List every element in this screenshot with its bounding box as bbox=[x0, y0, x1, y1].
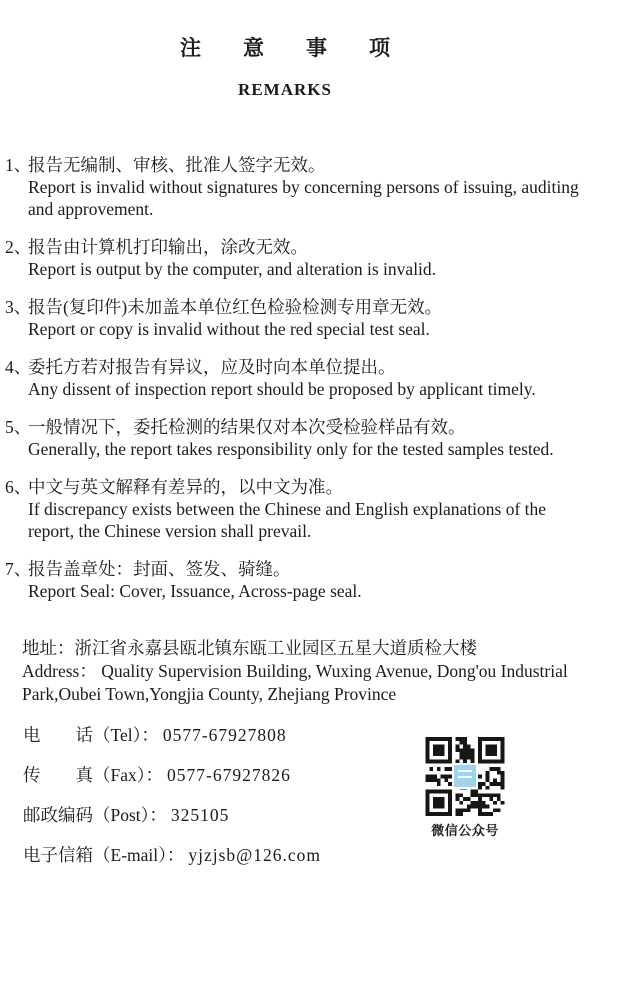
fax-label: 传 真（Fax）： bbox=[23, 765, 163, 785]
item-text-chinese: 报告盖章处：封面、签发、骑缝。 bbox=[28, 559, 291, 579]
address-english: Address： Quality Supervision Building, Wuxing Avenue, Dong'ou Industrial Park,Oubei Town,Yongjia County, Zhejiang Province bbox=[22, 661, 568, 704]
page-title-english: REMARKS bbox=[238, 80, 332, 99]
qr-caption: 微信公众号 bbox=[431, 823, 499, 838]
notice-item-4 bbox=[5, 356, 623, 400]
postcode-line bbox=[23, 804, 623, 826]
page-title-chinese: 注意事项 bbox=[180, 36, 432, 60]
notice-item-7 bbox=[5, 558, 623, 602]
item-text-chinese: 报告无编制、审核、批准人签字无效。 bbox=[28, 155, 326, 175]
item-number: 4、 bbox=[5, 357, 32, 377]
wechat-logo-icon bbox=[454, 765, 476, 787]
wechat-qr-block bbox=[423, 737, 507, 839]
notice-item-6 bbox=[5, 476, 623, 542]
telephone-value: 0577-67927808 bbox=[162, 725, 287, 745]
item-number: 7、 bbox=[5, 559, 32, 579]
item-text-english: Report is invalid without signatures by concerning persons of issuing, auditing and approvement. bbox=[28, 177, 579, 219]
item-text-english: If discrepancy exists between the Chinese and English explanations of the report, the Chinese version shall prevail. bbox=[28, 499, 547, 541]
item-number: 6、 bbox=[5, 477, 32, 497]
address-block bbox=[22, 637, 602, 706]
item-text-english: Report Seal: Cover, Issuance, Across-page seal. bbox=[28, 581, 362, 601]
email-label: 电子信箱（E-mail）： bbox=[23, 845, 185, 865]
item-text-english: Any dissent of inspection report should be proposed by applicant timely. bbox=[28, 379, 536, 399]
notice-item-5 bbox=[5, 416, 623, 460]
telephone-line bbox=[23, 724, 623, 746]
item-text-chinese: 一般情况下，委托检测的结果仅对本次受检验样品有效。 bbox=[28, 417, 466, 437]
address-chinese: 地址：浙江省永嘉县瓯北镇东瓯工业园区五星大道质检大楼 bbox=[22, 638, 477, 658]
postcode-label: 邮政编码（Post）： bbox=[23, 805, 167, 825]
fax-value: 0577-67927826 bbox=[167, 765, 291, 785]
notice-item-3 bbox=[5, 296, 623, 340]
notice-item-2 bbox=[5, 236, 623, 280]
item-text-chinese: 委托方若对报告有异议，应及时向本单位提出。 bbox=[28, 357, 396, 377]
item-text-english: Report or copy is invalid without the red special test seal. bbox=[28, 319, 430, 339]
notice-item-1 bbox=[5, 154, 623, 220]
item-text-chinese: 报告由计算机打印输出，涂改无效。 bbox=[28, 237, 308, 257]
notice-list bbox=[0, 154, 623, 602]
item-text-english: Generally, the report takes responsibility only for the tested samples tested. bbox=[28, 439, 554, 459]
item-text-english: Report is output by the computer, and alteration is invalid. bbox=[28, 259, 437, 279]
item-number: 5、 bbox=[5, 417, 32, 437]
fax-line bbox=[23, 764, 623, 786]
item-text-chinese: 报告(复印件)未加盖本单位红色检验检测专用章无效。 bbox=[28, 297, 443, 317]
item-number: 3、 bbox=[5, 297, 32, 317]
postcode-value: 325105 bbox=[170, 805, 230, 825]
item-number: 2、 bbox=[5, 237, 32, 257]
contact-block bbox=[23, 724, 623, 866]
item-number: 1、 bbox=[5, 155, 32, 175]
email-line bbox=[23, 844, 623, 866]
page-header bbox=[0, 0, 570, 100]
telephone-label: 电 话（Tel）： bbox=[23, 725, 159, 745]
email-value: yjzjsb@126.com bbox=[188, 845, 322, 865]
item-text-chinese: 中文与英文解释有差异的，以中文为准。 bbox=[28, 477, 343, 497]
